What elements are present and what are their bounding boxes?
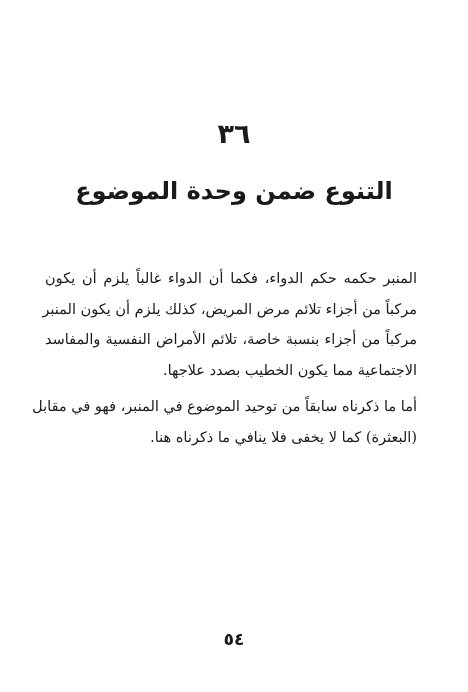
chapter-body: [32, 264, 417, 453]
page-number: ٥٤: [223, 630, 245, 650]
chapter-title: التنوع ضمن وحدة الموضوع: [75, 177, 393, 205]
text-line: مركباً من أجزاء تلائم مرض المريض، كذلك يلزم أن يكون المنبر: [42, 301, 417, 318]
paragraph: [42, 264, 417, 386]
text-line: المنبر حكمه حكم الدواء، فكما أن الدواء غالباً يلزم أن يكون: [45, 271, 417, 287]
paragraph: [32, 392, 417, 453]
chapter-number: ٣٦: [217, 119, 251, 150]
text-line: (البعثرة) كما لا يخفى فلا ينافي ما ذكرناه هنا.: [150, 429, 417, 446]
text-line: أما ما ذكرناه سابقاً من توحيد الموضوع في المنبر، فهو في مقابل: [32, 399, 417, 415]
text-line: مركباً من أجزاء بنسبة خاصة، تلائم الأمراض النفسية والمفاسد: [45, 332, 417, 348]
text-line: الاجتماعية مما يكون الخطيب بصدد علاجها.: [162, 362, 417, 379]
